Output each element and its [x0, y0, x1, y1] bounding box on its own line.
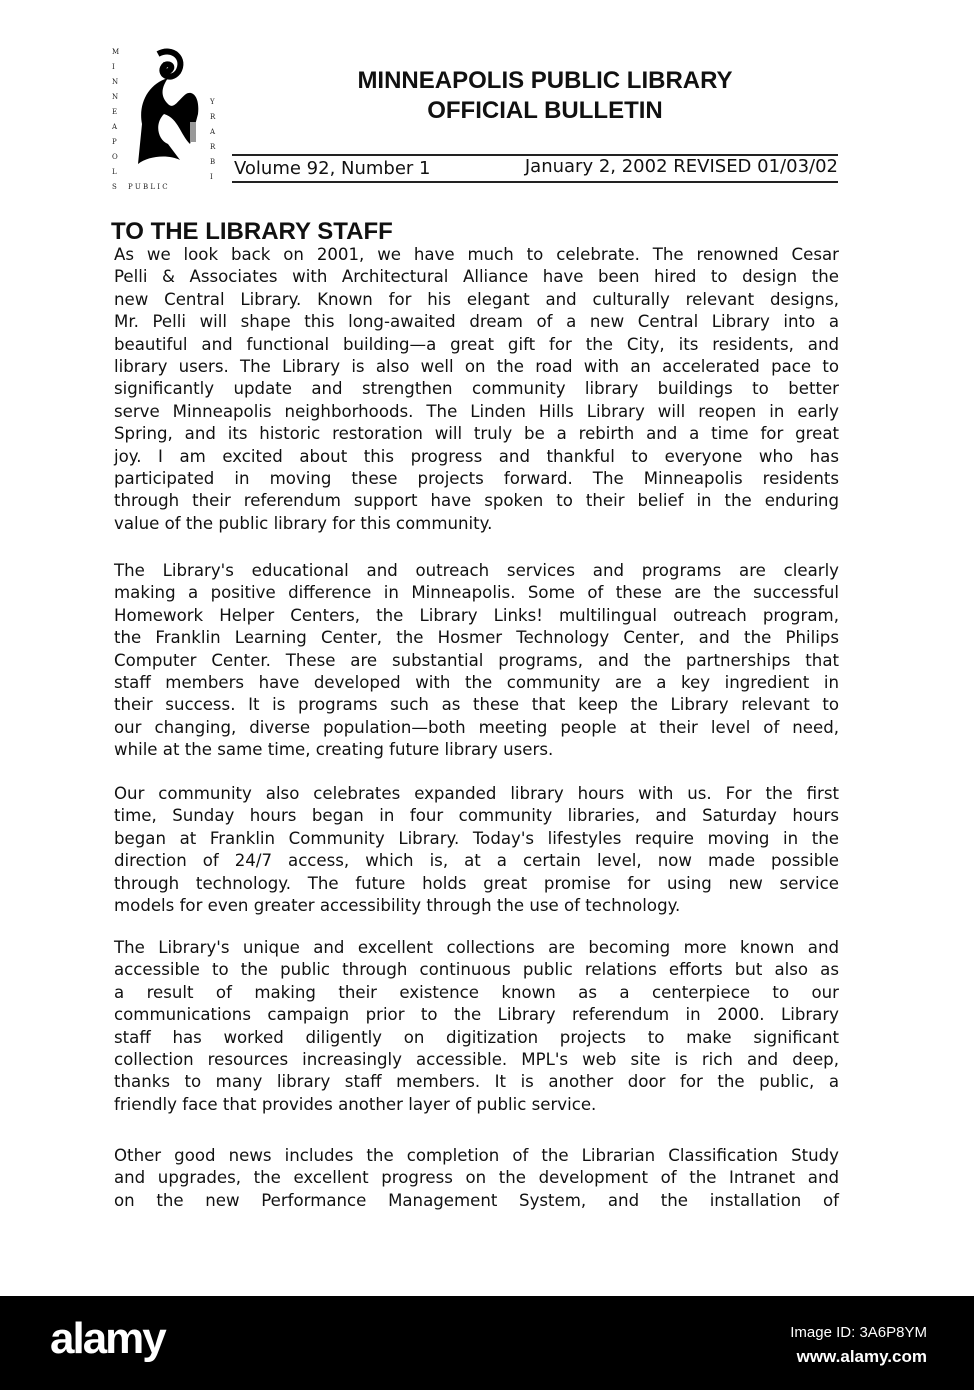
text-line: communications campaign prior to the Library referendum in 2000. Library: [114, 1005, 839, 1025]
text-line: Spring, and its historic restoration will truly be a rebirth and a time for great: [114, 424, 839, 444]
text-line: The Library's unique and excellent collections are becoming more known and: [114, 938, 839, 957]
text-line: making a positive difference in Minneapolis. Some of these are the successful: [114, 583, 839, 603]
section-heading: TO THE LIBRARY STAFF: [111, 218, 393, 245]
text-line: Mr. Pelli will shape this long-awaited dream of a new Central Library into a: [114, 312, 839, 332]
svg-text:P U B L I C: P U B L I C: [128, 183, 168, 191]
text-line: staff has worked diligently on digitization projects to make significant: [114, 1027, 839, 1047]
text-line: accessible to the public through continuous public relations efforts but also as: [114, 960, 839, 980]
text-line: staff members have developed with the community are a key ingredient in: [114, 673, 839, 693]
svg-text:O: O: [112, 153, 118, 161]
text-line: through technology. The future holds great promise for using new service: [114, 873, 839, 893]
issue-date: January 2, 2002 REVISED 01/03/02: [524, 156, 838, 177]
text-line: participated in moving these projects forward. The Minneapolis residents: [114, 469, 839, 489]
paragraph: [114, 244, 839, 535]
text-line: and upgrades, the excellent progress on the development of the Intranet and: [114, 1168, 839, 1188]
svg-text:I: I: [112, 63, 115, 71]
image-id: Image ID: 3A6P8YM: [790, 1324, 927, 1341]
watermark-footer: [0, 1296, 974, 1390]
text-line: time, Sunday hours began in four community libraries, and Saturday hours: [114, 806, 839, 826]
text-line: Our community also celebrates expanded library hours with us. For the first: [114, 784, 839, 803]
text-line: a result of making their existence known as a centerpiece to our: [114, 982, 839, 1002]
library-logo: [108, 44, 228, 192]
svg-text:R: R: [210, 143, 216, 151]
svg-text:N: N: [112, 93, 119, 101]
paragraph: [114, 560, 839, 762]
svg-text:A: A: [112, 123, 118, 131]
svg-text:M: M: [112, 48, 120, 56]
title-line-1: MINNEAPOLIS PUBLIC LIBRARY: [357, 67, 733, 94]
header-rule-bottom: [232, 181, 838, 183]
svg-text:R: R: [210, 113, 216, 121]
svg-text:I: I: [210, 173, 213, 181]
svg-text:Y: Y: [210, 98, 215, 106]
text-line: beautiful and functional building—a great gift for the City, its residents, and: [114, 334, 839, 354]
paragraph: [114, 937, 839, 1116]
brand-logo: alamy: [50, 1314, 165, 1363]
text-line: while at the same time, creating future library users.: [114, 740, 554, 760]
svg-text:A: A: [210, 128, 216, 136]
svg-text:N: N: [112, 78, 119, 86]
text-line: serve Minneapolis neighborhoods. The Linden Hills Library will reopen in early: [114, 401, 839, 421]
svg-text:L: L: [112, 168, 117, 176]
text-line: began at Franklin Community Library. Today's lifestyles require moving in the: [114, 828, 839, 848]
title-line-2: OFFICIAL BULLETIN: [427, 97, 663, 124]
text-line: models for even greater accessibility through the use of technology.: [114, 896, 681, 916]
text-line: Pelli & Associates with Architectural Alliance have been hired to design the: [114, 267, 839, 287]
text-line: As we look back on 2001, we have much to celebrate. The renowned Cesar: [114, 245, 839, 264]
svg-text:E: E: [112, 108, 118, 116]
text-line: their success. It is programs such as these that keep the Library relevant to: [114, 695, 839, 715]
svg-text:B: B: [210, 158, 216, 166]
bulletin-title: [300, 66, 790, 126]
site-url: www.alamy.com: [796, 1347, 927, 1366]
text-line: the Franklin Learning Center, the Hosmer Technology Center, and the Philips: [114, 628, 839, 648]
text-line: joy. I am excited about this progress and thankful to everyone who has: [114, 446, 839, 466]
text-line: through their referendum support have spoken to their belief in the enduring: [114, 491, 839, 511]
text-line: thanks to many library staff members. It is another door for the public, a: [114, 1072, 839, 1092]
svg-text:S: S: [112, 183, 117, 191]
svg-text:P: P: [112, 138, 117, 146]
text-line: new Central Library. Known for his elegant and culturally relevant designs,: [114, 289, 839, 309]
paragraph: [114, 783, 839, 917]
text-line: library users. The Library is also well on the road with an accelerated pace to: [114, 357, 839, 377]
text-line: Homework Helper Centers, the Library Links! multilingual outreach program,: [114, 605, 839, 625]
paragraph: [114, 1145, 839, 1212]
text-line: The Library's educational and outreach services and programs are clearly: [114, 561, 839, 580]
text-line: our changing, diverse population—both meeting people at their level of need,: [114, 717, 839, 737]
text-line: value of the public library for this community.: [114, 513, 493, 533]
text-line: on the new Performance Management System, and the installation of: [114, 1190, 839, 1210]
text-line: significantly update and strengthen community library buildings to better: [114, 379, 839, 399]
text-line: Other good news includes the completion of the Librarian Classification Study: [114, 1146, 839, 1165]
text-line: Computer Center. These are substantial programs, and the partnerships that: [114, 650, 839, 670]
text-line: collection resources increasingly accessible. MPL's web site is rich and deep,: [114, 1050, 839, 1070]
text-line: friendly face that provides another layer of public service.: [114, 1094, 597, 1114]
text-line: direction of 24/7 access, which is, at a certain level, now made possible: [114, 851, 839, 871]
volume-number: Volume 92, Number 1: [234, 158, 431, 179]
